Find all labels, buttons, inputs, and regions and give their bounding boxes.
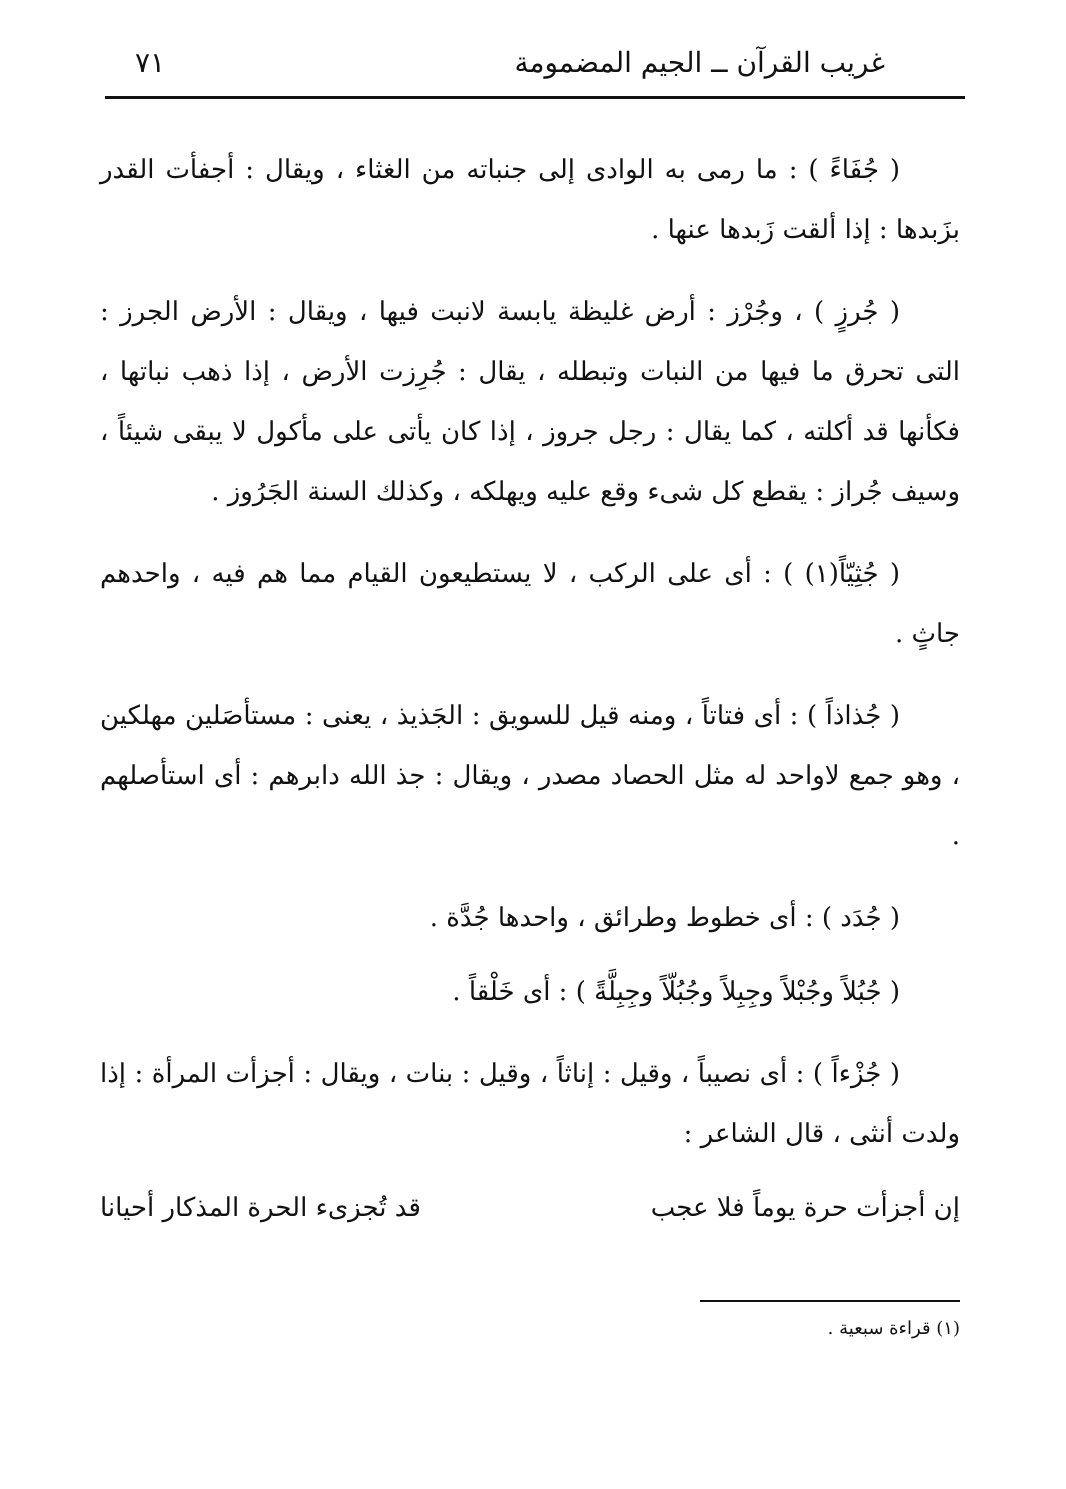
page-number: ٧١ <box>135 46 166 79</box>
entry-judhadhan: ( جُذاذاً ) : أى فتاتاً ، ومنه قيل للسويق : الجَذيذ ، يعنى : مستأصَلين مهلكين ، وهو جمع لاواحد له مثل الحصاد مصدر ، ويقال : جذ الله دابرهم : أى استأصلهم . <box>100 701 960 851</box>
footnote-rule <box>700 1300 960 1302</box>
running-header <box>105 40 965 92</box>
header-rule <box>105 96 965 99</box>
entry-jufa: ( جُفَاءً ) : ما رمى به الوادى إلى جنباته من الغثاء ، ويقال : أجفأت القدر بزَبدها : إذا ألقت زَبدها عنها . <box>100 155 960 245</box>
main-text <box>100 140 960 1238</box>
verse-second-hemistich: قد تُجزىء الحرة المذكار أحيانا <box>100 1193 421 1223</box>
verse-first-hemistich: إن أجزأت حرة يوماً فلا عجب <box>650 1193 960 1223</box>
entry-juthiyyan: ( جُثِيّاً(١) ) : أى على الركب ، لا يستطيعون القيام مما هم فيه ، واحدهم جاثٍ . <box>100 559 960 649</box>
poetry-verse <box>100 1178 960 1238</box>
entry-judad: ( جُدَد ) : أى خطوط وطرائق ، واحدها جُدَّة . <box>429 903 900 933</box>
entry-jubulan: ( جُبُلاً وجُبْلاً وجِبِلاً وجُبُلّاً وجِبِلَّةً ) : أى خَلْقاً . <box>452 977 900 1007</box>
header-title: غريب القرآن ــ الجيم المضمومة <box>514 46 885 79</box>
footnote: (١) قراءة سبعية . <box>827 1318 960 1339</box>
entry-juruz: ( جُرزٍ ) ، وجُرْز : أرض غليظة يابسة لانبت فيها ، ويقال : الأرض الجرز : التى تحرق ما فيها من النبات وتبطله ، يقال : جُرِزت الأرض ، إذا ذهب نباتها ، فكأنها قد أكلته ، كما يقال : رجل جروز ، إذا كان يأتى على مأكول لا يبقى شيئاً ، وسيف جُراز : يقطع كل شىء وقع عليه ويهلكه ، وكذلك السنة الجَرُوز . <box>100 297 960 507</box>
entry-juzan: ( جُزْءاً ) : أى نصيباً ، وقيل : إناثاً ، وقيل : بنات ، ويقال : أجزأت المرأة : إذا ولدت أنثى ، قال الشاعر : <box>100 1059 960 1149</box>
